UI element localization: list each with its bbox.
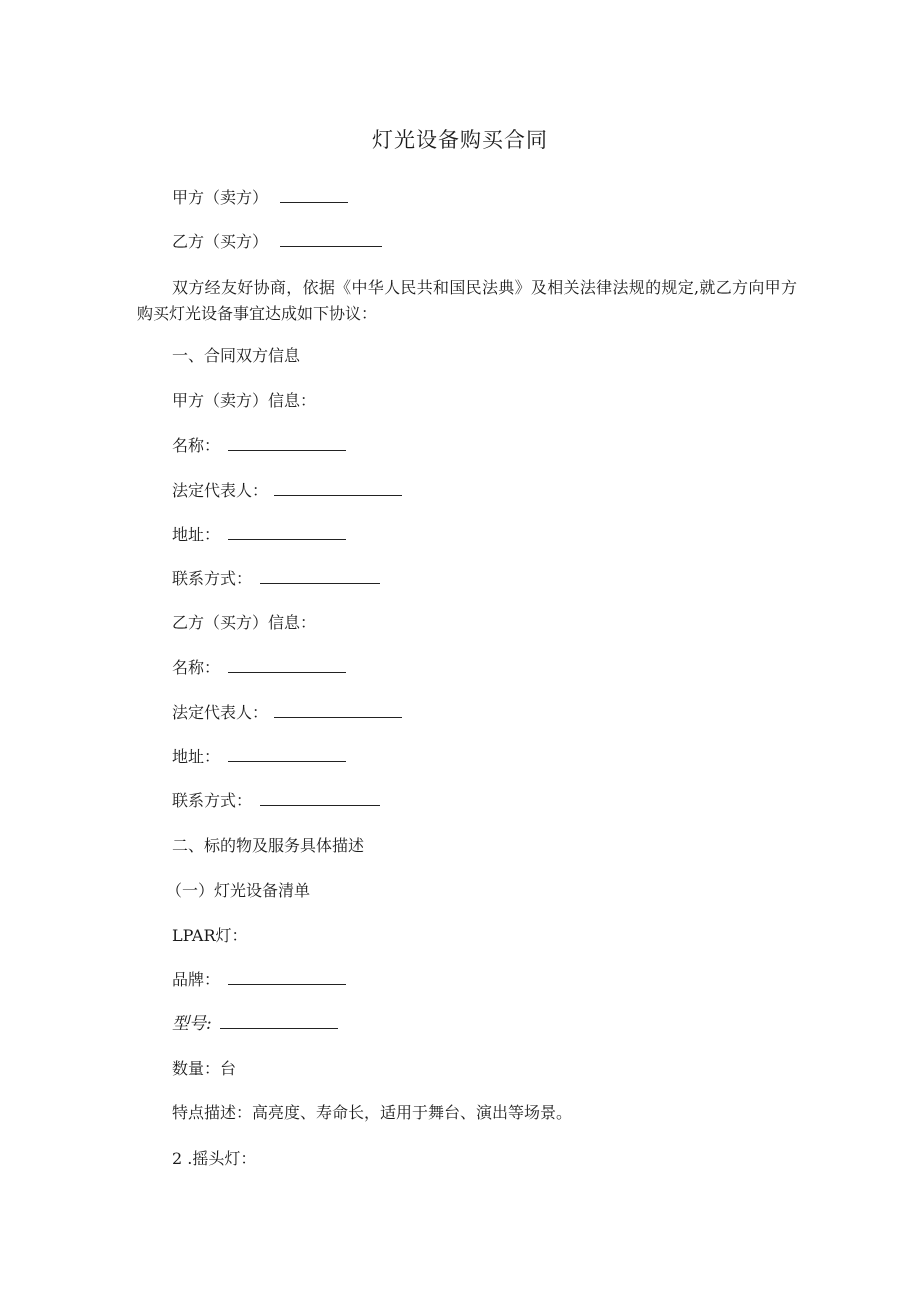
party-b-address-blank[interactable] — [228, 747, 346, 762]
party-b-legal-rep-line — [172, 702, 402, 724]
model-label: 型号: — [172, 1014, 212, 1034]
party-b-legal-rep-blank[interactable] — [274, 703, 402, 718]
item1-model-blank[interactable] — [220, 1014, 338, 1029]
party-b-address-line — [172, 746, 346, 768]
legal-rep-label: 法定代表人： — [172, 703, 269, 722]
item1-title: LPAR灯： — [172, 926, 248, 945]
subsection1-heading: （一）灯光设备清单 — [166, 881, 311, 900]
legal-rep-label: 法定代表人： — [172, 481, 269, 500]
party-a-address-blank[interactable] — [228, 525, 346, 540]
party-a-contact-blank[interactable] — [260, 569, 380, 584]
party-b-blank[interactable] — [280, 232, 382, 247]
address-label: 地址： — [172, 747, 221, 766]
name-label: 名称： — [172, 658, 221, 677]
item2-title: 2 .摇头灯： — [172, 1149, 257, 1168]
party-b-name-blank[interactable] — [228, 658, 346, 673]
party-b-name-line — [172, 657, 346, 679]
item1-features-line: 特点描述：高亮度、寿命长，适用于舞台、演出等场景。 — [172, 1103, 573, 1122]
party-a-name-blank[interactable] — [228, 436, 346, 451]
party-a-name-line — [172, 435, 346, 457]
section2-heading: 二、标的物及服务具体描述 — [172, 836, 365, 855]
party-b-info-heading: 乙方（买方）信息： — [172, 613, 317, 632]
party-a-label: 甲方（卖方） — [172, 188, 269, 207]
party-a-blank[interactable] — [280, 188, 348, 203]
party-b-label: 乙方（买方） — [172, 232, 269, 251]
party-a-contact-line — [172, 568, 380, 590]
document-title: 灯光设备购买合同 — [372, 128, 548, 152]
intro-paragraph: 双方经友好协商，依据《中华人民共和国民法典》及相关法律法规的规定,就乙方向甲方购买灯光设备事宜达成如下协议： — [137, 278, 797, 323]
section1-heading: 一、合同双方信息 — [172, 346, 301, 365]
party-a-info-heading: 甲方（卖方）信息： — [172, 391, 317, 410]
contact-label: 联系方式： — [172, 569, 253, 588]
party-a-line — [172, 187, 348, 209]
item1-quantity-line: 数量：台 — [172, 1059, 237, 1078]
party-a-legal-rep-blank[interactable] — [274, 481, 402, 496]
party-b-line — [172, 231, 382, 253]
address-label: 地址： — [172, 525, 221, 544]
party-a-legal-rep-line — [172, 480, 402, 502]
contact-label: 联系方式： — [172, 791, 253, 810]
party-a-address-line — [172, 524, 346, 546]
item1-model-line — [172, 1013, 338, 1035]
name-label: 名称： — [172, 436, 221, 455]
item1-brand-line — [172, 969, 346, 991]
item1-brand-blank[interactable] — [228, 970, 346, 985]
party-b-contact-blank[interactable] — [260, 791, 380, 806]
party-b-contact-line — [172, 790, 380, 812]
brand-label: 品牌： — [172, 970, 221, 989]
